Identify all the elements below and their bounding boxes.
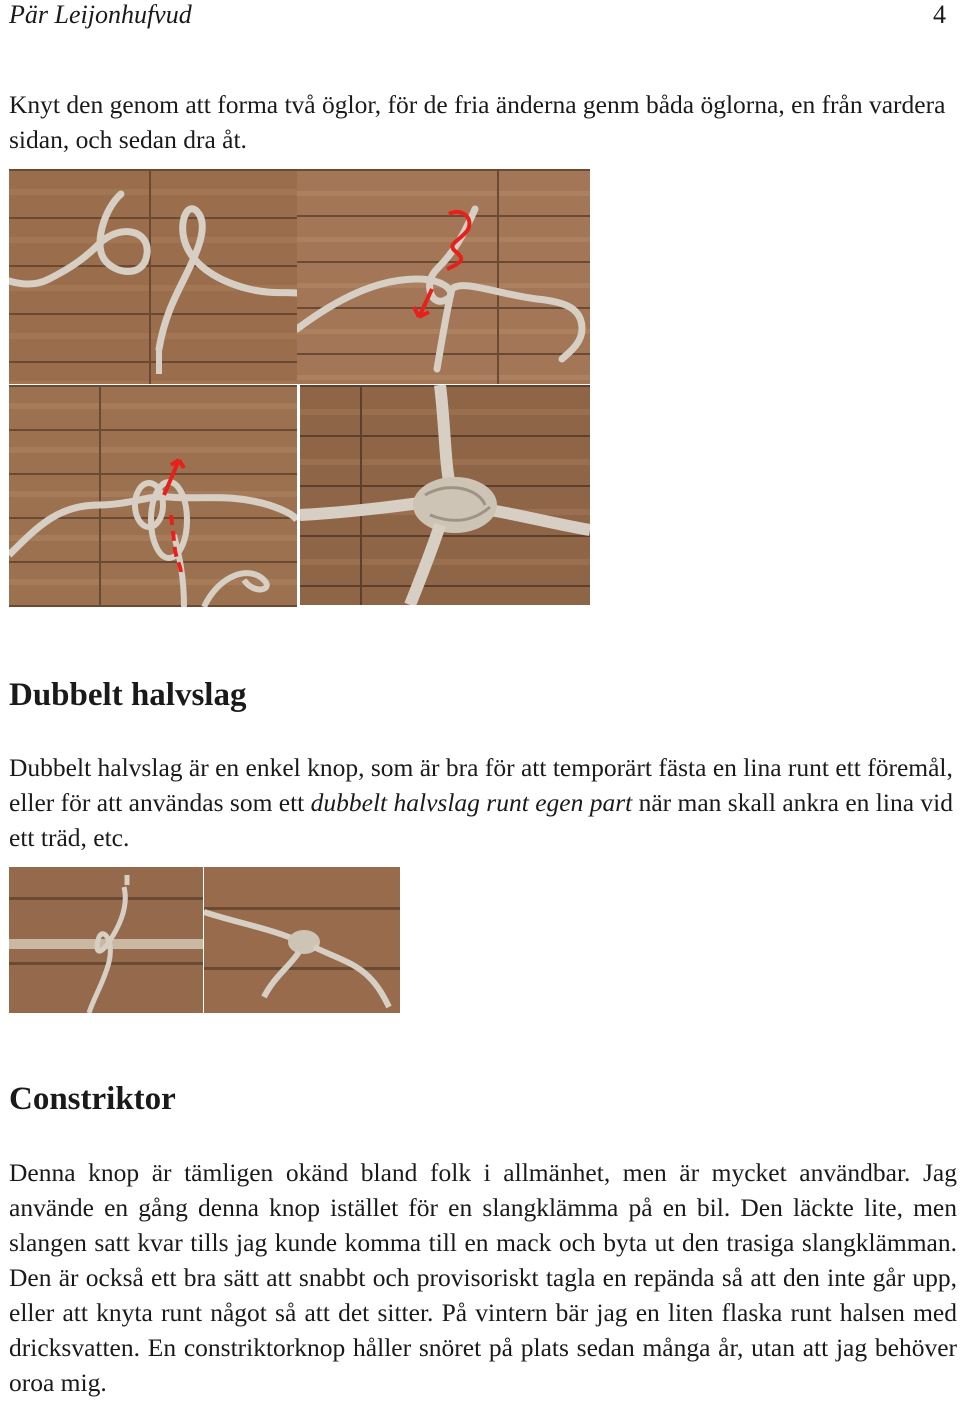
dubbelt-halvslag-paragraph xyxy=(9,750,957,855)
dubbelt-text-after: när man skall ankra en lina vid ett träd, etc. xyxy=(9,788,953,852)
photo-threading-ends xyxy=(297,169,590,384)
photo-half-hitch-tied xyxy=(204,867,400,1013)
photo-finished-knot xyxy=(300,385,590,605)
dubbelt-text-before: Dubbelt halvslag är en enkel knop, som är bra för att temporärt fästa en lina runt ett föremål, eller för att användas som ett xyxy=(9,753,953,817)
photo-two-loops xyxy=(9,169,297,384)
section-heading-constriktor: Constriktor xyxy=(9,1081,176,1117)
page-number: 4 xyxy=(933,0,946,29)
dubbelt-text-italic: dubbelt halvslag runt egen part xyxy=(310,788,633,817)
intro-paragraph: Knyt den genom att forma två öglor, för de fria änderna genm båda öglorna, en från vardera sidan, och sedan dra åt. xyxy=(9,90,946,154)
photo-half-hitch-pole xyxy=(9,867,203,1013)
section-heading-dubbelt-halvslag: Dubbelt halvslag xyxy=(9,677,247,713)
running-header-author: Pär Leijonhufvud xyxy=(9,0,192,29)
photo-loops-arrows xyxy=(9,385,297,607)
constriktor-paragraph: Denna knop är tämligen okänd bland folk i allmänhet, men är mycket användbar. Jag använde en gång denna knop istället för en slangklämma på en bil. Den läckte lite, men slangen satt kvar tills jag kunde komma till en mack och byta ut den trasiga slangklämman. Den är också ett bra sätt att snabbt och provisoriskt tagla en repända så att den inte går upp, eller att knyta runt något så att det sitter. På vintern bär jag en liten flaska runt halsen med dricksvatten. En constriktorknop håller snöret på plats sedan många år, utan att jag behöver oroa mig. xyxy=(9,1158,957,1397)
